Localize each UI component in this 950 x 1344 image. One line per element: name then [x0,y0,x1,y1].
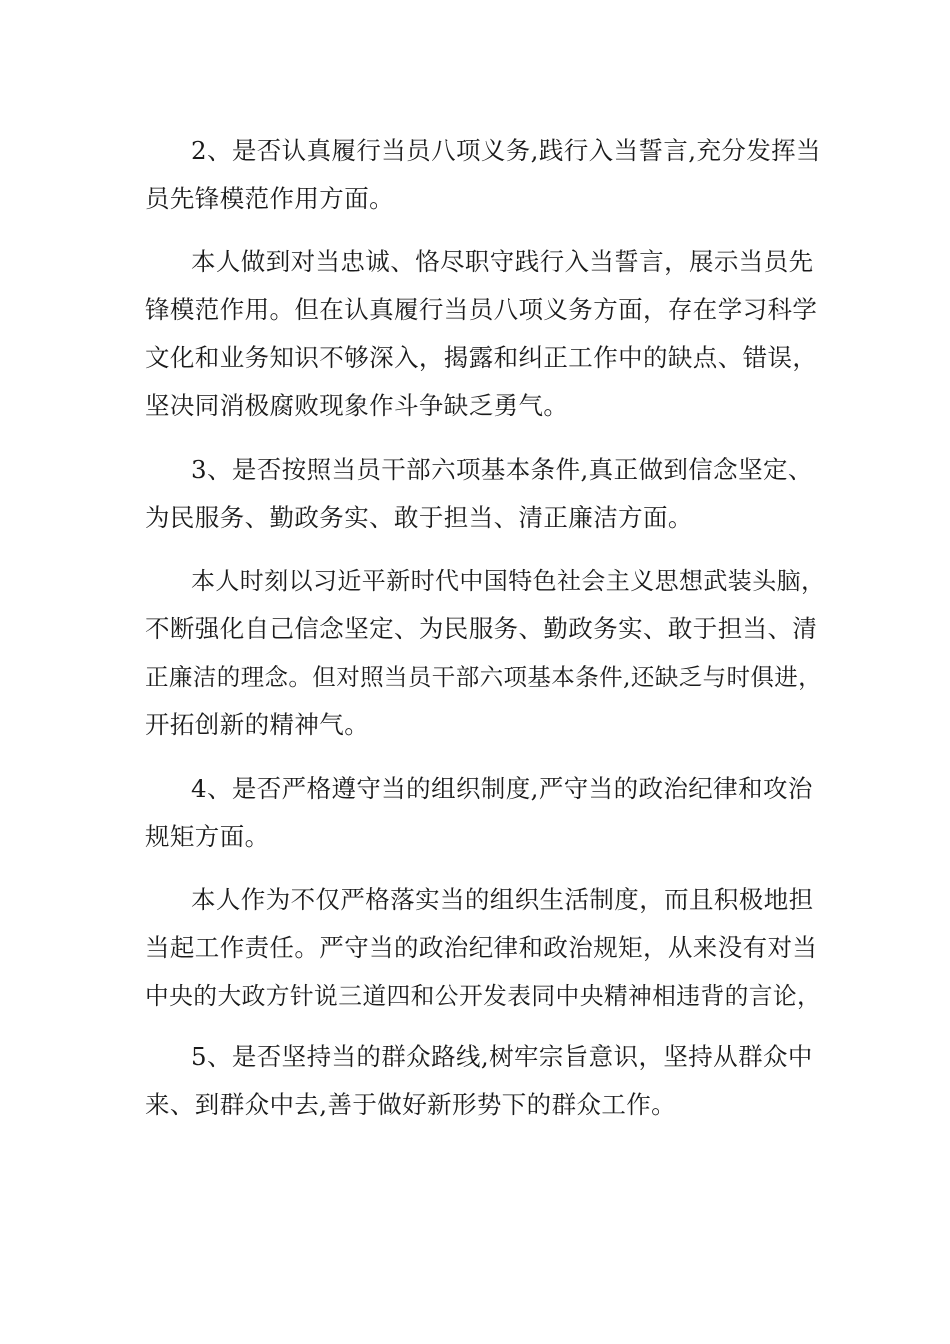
text-line: 3、是否按照当员干部六项基本条件,真正做到信念坚定、 [191,455,813,484]
text-line: 本人做到对当忠诚、恪尽职守践行入当誓言，展示当员先 [191,247,814,276]
text-line: 锋模范作用。但在认真履行当员八项义务方面，存在学习科学 [145,295,818,324]
paragraph-item-3 [145,446,825,542]
text-line: 开拓创新的精神气。 [145,710,370,739]
text-line: 文化和业务知识不够深入，揭露和纠正工作中的缺点、错误， [145,343,818,372]
text-line: 为民服务、勤政务实、敢于担当、清正廉洁方面。 [145,503,693,532]
text-line: 4、是否严格遵守当的组织制度,严守当的政治纪律和攻治 [191,774,813,803]
text-line: 不断强化自己信念坚定、为民服务、勤政务实、敢于担当、清 [145,614,818,643]
text-line: 中央的大政方针说三道四和公开发表同中央精神相违背的言论， [145,982,822,1010]
paragraph-response-4 [145,876,825,1020]
paragraph-item-2 [145,127,825,223]
text-line: 当起工作责任。严守当的政治纪律和政治规矩，从来没有对当 [145,933,818,962]
text-line: 正廉洁的理念。但对照当员干部六项基本条件,还缺乏与时俱进， [145,663,823,691]
text-line: 坚决同消极腐败现象作斗争缺乏勇气。 [145,391,569,420]
paragraph-item-5 [145,1033,825,1129]
text-line: 来、到群众中去,善于做好新形势下的群众工作。 [145,1090,677,1119]
paragraph-item-4 [145,765,825,861]
text-line: 本人时刻以习近平新时代中国特色社会主义思想武装头脑， [191,567,826,595]
text-line: 员先锋模范作用方面。 [145,184,394,213]
text-line: 本人作为不仅严格落实当的组织生活制度，而且积极地担 [191,885,814,914]
text-line: 5、是否坚持当的群众路线,树牢宗旨意识，坚持从群众中 [191,1042,813,1071]
text-line: 规矩方面。 [145,822,270,851]
paragraph-response-3 [145,557,825,749]
paragraph-response-2 [145,238,825,430]
text-line: 2、是否认真履行当员八项义务,践行入当誓言,充分发挥当 [191,136,821,165]
